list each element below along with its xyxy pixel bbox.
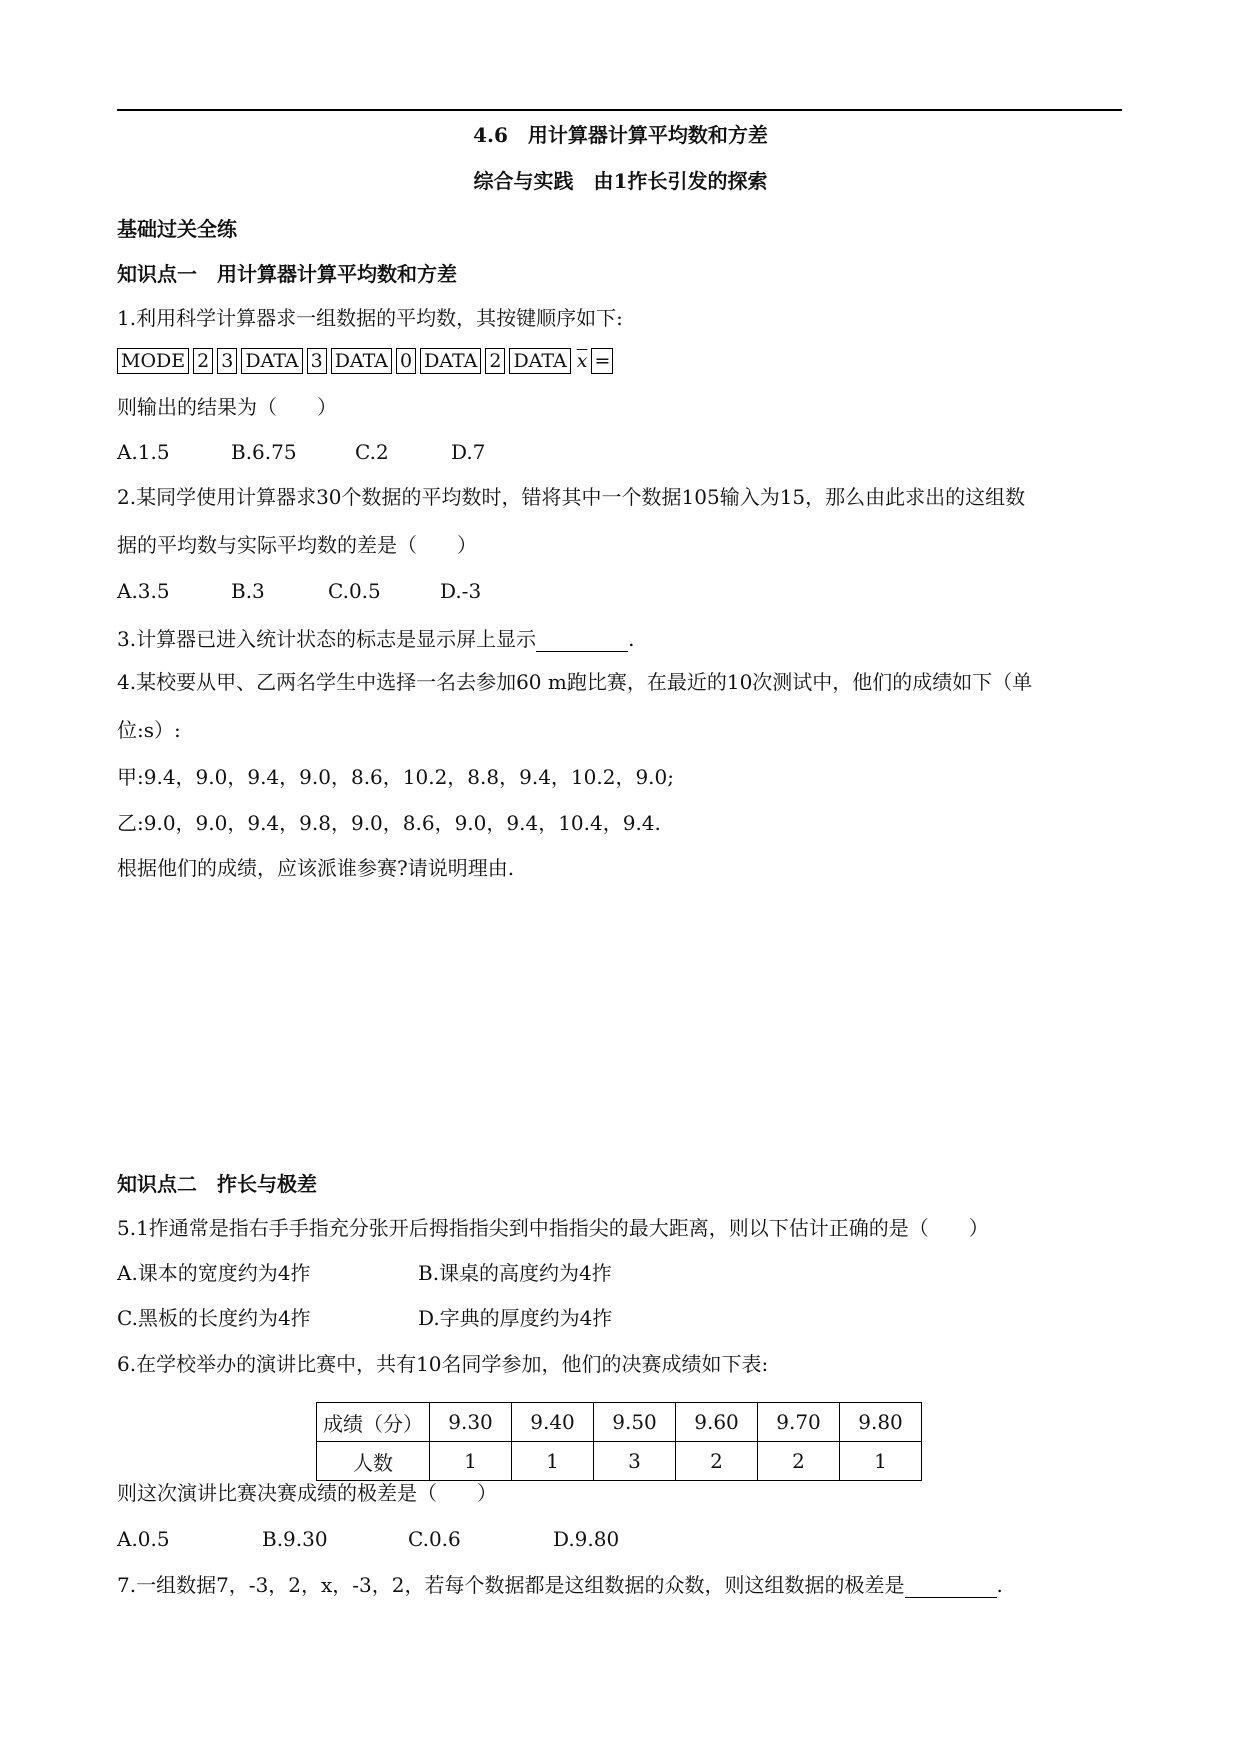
table-header-score: 成绩（分） [317,1403,430,1442]
q1-option-c: C.2 [355,440,389,464]
q1-prompt: 则输出的结果为（ ） [117,395,337,419]
page-subtitle: 综合与实践 由1拃长引发的探索 [473,169,768,193]
q1-option-b: B.6.75 [231,440,297,464]
q3-answer-blank [536,631,628,652]
table-cell: 1 [512,1442,594,1481]
section-heading: 基础过关全练 [117,217,237,241]
q3-end: . [628,627,635,651]
key-3: 3 [307,348,327,374]
key-3: 3 [217,348,237,374]
q6-stem: 6.在学校举办的演讲比赛中，共有10名同学参加，他们的决赛成绩如下表: [117,1352,769,1376]
key-equals: = [591,348,613,374]
key-data: DATA [331,348,392,374]
q2-line1: 2.某同学使用计算器求30个数据的平均数时，错将其中一个数据105输入为15，那么由此求出的这组数 [117,485,1026,509]
q4-jia-data: 甲:9.4，9.0，9.4，9.0，8.6，10.2，8.8，9.4，10.2，9.0; [117,765,674,789]
q2-option-a: A.3.5 [117,579,170,603]
q3 [117,626,634,652]
key-2: 2 [485,348,505,374]
q6-option-a: A.0.5 [117,1527,170,1551]
table-cell: 1 [840,1442,922,1481]
table-cell: 9.70 [758,1403,840,1442]
q3-text: 3.计算器已进入统计状态的标志是显示屏上显示 [117,627,537,651]
q1-stem: 1.利用科学计算器求一组数据的平均数，其按键顺序如下: [117,306,623,330]
table-row [317,1442,922,1481]
key-0: 0 [396,348,416,374]
table-cell: 9.30 [430,1403,512,1442]
table-cell: 2 [676,1442,758,1481]
knowledge-point-1: 知识点一 用计算器计算平均数和方差 [117,262,457,286]
header-rule [117,109,1122,111]
q2-line2: 据的平均数与实际平均数的差是（ ） [117,533,477,557]
q5-stem: 5.1拃通常是指右手手指充分张开后拇指指尖到中指指尖的最大距离，则以下估计正确的是（ ） [117,1216,989,1240]
key-data: DATA [420,348,481,374]
q4-line2: 位:s）: [117,718,181,742]
key-xbar: $\overline{x}$ [576,350,588,372]
key-data: DATA [509,348,570,374]
q1-option-d: D.7 [451,440,486,464]
q5-option-a: A.课本的宽度约为4拃 [117,1261,311,1285]
key-2: 2 [193,348,213,374]
q7-text: 7.一组数据7，-3，2，x，-3，2，若每个数据都是这组数据的众数，则这组数据的极差是 [117,1573,905,1597]
q7-answer-blank [905,1577,997,1598]
table-cell: 3 [594,1442,676,1481]
q7 [117,1572,1003,1598]
q6-option-c: C.0.6 [408,1527,461,1551]
q2-option-b: B.3 [231,579,265,603]
q1-key-sequence [117,348,613,374]
table-cell: 1 [430,1442,512,1481]
q4-line1: 4.某校要从甲、乙两名学生中选择一名去参加60 m跑比赛，在最近的10次测试中，他们的成绩如下（单 [117,670,1033,694]
table-header-count: 人数 [317,1442,430,1481]
table-cell: 9.40 [512,1403,594,1442]
q2-option-c: C.0.5 [328,579,381,603]
q5-option-b: B.课桌的高度约为4拃 [418,1261,612,1285]
q5-option-d: D.字典的厚度约为4拃 [418,1306,613,1330]
q6-prompt: 则这次演讲比赛决赛成绩的极差是（ ） [117,1481,497,1505]
key-data: DATA [241,348,302,374]
table-cell: 9.80 [840,1403,922,1442]
q2-option-d: D.-3 [440,579,482,603]
knowledge-point-2: 知识点二 拃长与极差 [117,1172,317,1196]
score-table [316,1402,922,1481]
q7-end: . [996,1573,1003,1597]
table-cell: 2 [758,1442,840,1481]
q4-yi-data: 乙:9.0，9.0，9.4，9.8，9.0，8.6，9.0，9.4，10.4，9.4. [117,811,661,835]
table-row [317,1403,922,1442]
q4-question: 根据他们的成绩，应该派谁参赛?请说明理由. [117,856,515,880]
q6-option-b: B.9.30 [262,1527,328,1551]
q1-option-a: A.1.5 [117,440,170,464]
q5-option-c: C.黑板的长度约为4拃 [117,1306,311,1330]
table-cell: 9.60 [676,1403,758,1442]
key-mode: MODE [117,348,189,374]
page-title: 4.6 用计算器计算平均数和方差 [473,123,768,147]
table-cell: 9.50 [594,1403,676,1442]
q6-option-d: D.9.80 [553,1527,620,1551]
